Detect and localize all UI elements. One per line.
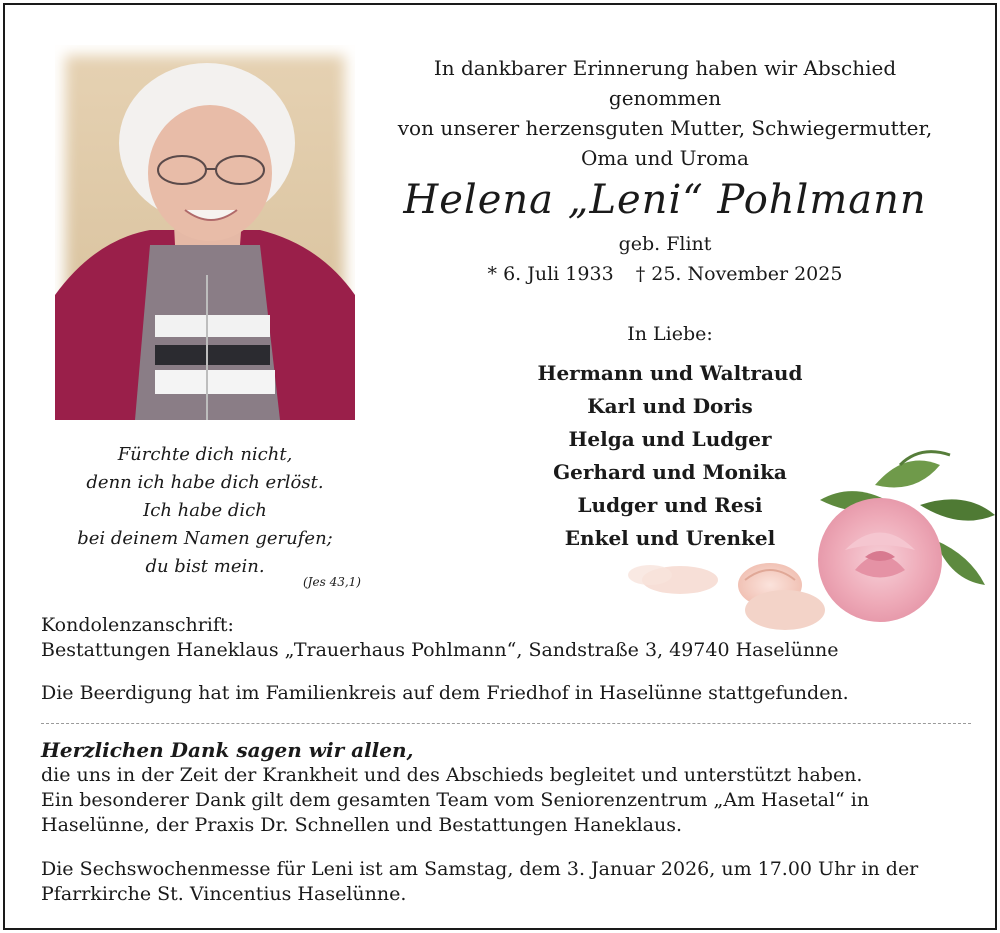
mourner-name: Ludger und Resi [577, 493, 763, 517]
portrait-photo [55, 45, 355, 420]
obituary-notice [3, 3, 997, 930]
life-dates [380, 263, 950, 285]
bible-verse [55, 441, 355, 581]
intro-line: von unserer herzensguten Mutter, Schwiegermutter, [397, 116, 933, 140]
death-date: † 25. November 2025 [635, 263, 843, 285]
birth-name: geb. Flint [618, 233, 712, 255]
verse-line: du bist mein. [145, 556, 265, 577]
verse-line: denn ich habe dich erlöst. [86, 472, 324, 493]
mourners-heading: In Liebe: [627, 323, 713, 345]
intro-line: In dankbarer Erinnerung haben wir Abschied genommen [433, 56, 897, 110]
thanks-block [41, 738, 971, 838]
condolence-block [41, 613, 971, 663]
funeral-note: Die Beerdigung hat im Familienkreis auf dem Friedhof in Haselünne stattgefunden. [41, 682, 849, 704]
mourner-name: Helga und Ludger [568, 427, 772, 451]
condolence-label: Kondolenzanschrift: [41, 614, 234, 636]
mass-note [41, 857, 971, 907]
mourner-name: Karl und Doris [587, 394, 753, 418]
mourner-name: Hermann und Waltraud [537, 361, 803, 385]
thanks-heading: Herzlichen Dank sagen wir allen, [41, 738, 414, 762]
mass-line: Pfarrkirche St. Vincentius Haselünne. [41, 883, 407, 905]
verse-line: Ich habe dich [143, 500, 267, 521]
condolence-address: Bestattungen Haneklaus „Trauerhaus Pohlmann“, Sandstraße 3, 49740 Haselünne [41, 639, 839, 661]
portrait-illustration [55, 45, 355, 420]
dashed-divider [41, 723, 971, 724]
intro-text [380, 53, 950, 173]
intro-line: Oma und Uroma [581, 146, 749, 170]
birth-date: * 6. Juli 1933 [487, 263, 614, 285]
mass-line: Die Sechswochenmesse für Leni ist am Samstag, dem 3. Januar 2026, um 17.00 Uhr in der [41, 858, 919, 880]
verse-line: Fürchte dich nicht, [117, 444, 293, 465]
thanks-line: Haselünne, der Praxis Dr. Schnellen und Bestattungen Haneklaus. [41, 814, 683, 836]
thanks-line: die uns in der Zeit der Krankheit und des Abschieds begleitet und unterstützt haben. [41, 764, 863, 786]
mourner-name: Enkel und Urenkel [564, 526, 776, 550]
mourner-name: Gerhard und Monika [553, 460, 787, 484]
verse-reference: (Jes 43,1) [303, 575, 361, 589]
deceased-name: Helena „Leni“ Pohlmann [403, 177, 927, 223]
thanks-line: Ein besonderer Dank gilt dem gesamten Team vom Seniorenzentrum „Am Hasetal“ in [41, 789, 870, 811]
verse-line: bei deinem Namen gerufen; [77, 528, 333, 549]
